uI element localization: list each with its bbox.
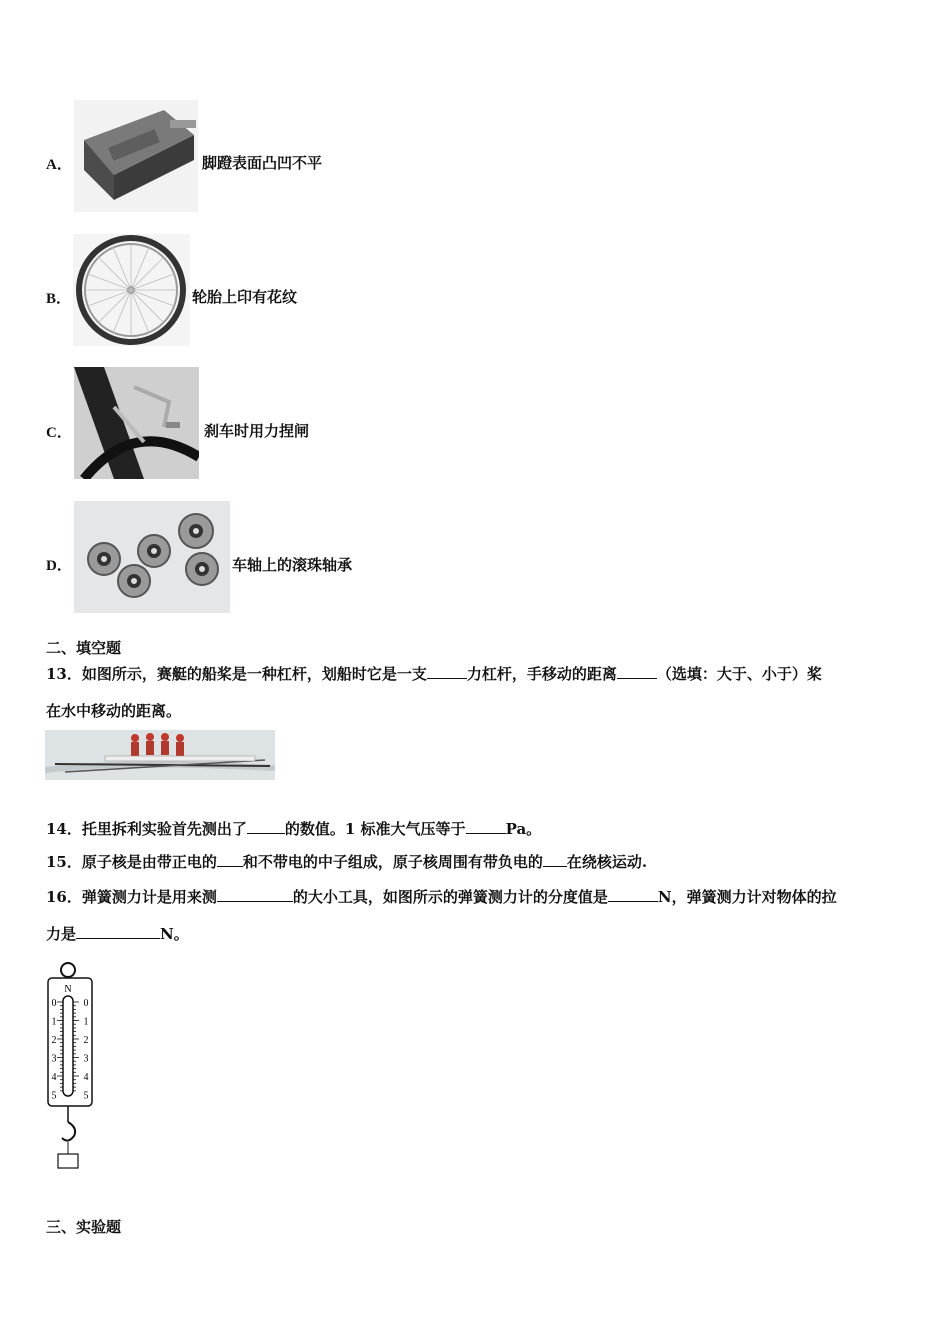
scale-label-right-5: 5 xyxy=(83,1090,89,1102)
scale-unit: N xyxy=(64,984,72,995)
q13-text-2: 力杠杆，手移动的距离 xyxy=(466,665,617,683)
scale-label-left-4: 4 xyxy=(51,1072,57,1083)
section-fill-in-title: 二、填空题 xyxy=(46,639,122,657)
scale-label-left-2: 2 xyxy=(51,1035,57,1046)
option-a-text: 脚蹬表面凸凹不平 xyxy=(202,154,323,172)
q14-text-2: 的数值。1 标准大气压等于 xyxy=(284,820,466,838)
question-16-line-2 xyxy=(46,923,189,944)
option-c-label: C． xyxy=(46,425,72,441)
bicycle-pedal-image xyxy=(74,100,198,212)
answer-blank[interactable] xyxy=(466,819,506,834)
q16-text-2: 的大小工具，如图所示的弹簧测力计的分度值是 xyxy=(292,888,608,906)
scale-ring xyxy=(61,963,75,977)
scale-label-left-0: 0 xyxy=(51,998,57,1009)
option-d-text: 车轴上的滚珠轴承 xyxy=(232,556,353,574)
question-14 xyxy=(46,818,541,839)
q15-text-3: 在绕核运动. xyxy=(566,853,648,871)
q15-text-2: 和不带电的中子组成，原子核周围有带负电的 xyxy=(242,853,543,871)
question-16-line-1 xyxy=(46,886,837,907)
scale-hook xyxy=(62,1122,75,1141)
bicycle-wheel-image xyxy=(73,234,190,346)
q15-text-1: 15．原子核是由带正电的 xyxy=(46,853,217,871)
answer-blank[interactable] xyxy=(247,819,285,834)
spring-scale-figure xyxy=(44,960,96,1180)
q13-text-1: 13．如图所示，赛艇的船桨是一种杠杆，划船时它是一支 xyxy=(46,665,427,683)
option-b-label: B． xyxy=(46,291,72,307)
answer-blank[interactable] xyxy=(217,852,243,867)
answer-blank[interactable] xyxy=(543,852,567,867)
scale-tube xyxy=(63,996,73,1096)
q14-text-3: Pa。 xyxy=(505,820,542,838)
scale-label-left-5: 5 xyxy=(51,1090,57,1102)
q16-text-1: 16．弹簧测力计是用来测 xyxy=(46,888,217,906)
scale-label-left-3: 3 xyxy=(51,1053,57,1065)
q16-text-5: N。 xyxy=(160,925,189,943)
rowing-boat-image xyxy=(45,730,275,780)
hanging-weight xyxy=(58,1154,78,1168)
option-b-text: 轮胎上印有花纹 xyxy=(192,288,298,306)
scale-tick-labels xyxy=(52,998,89,1102)
q16-text-4: 力是 xyxy=(46,925,77,943)
option-c-text: 刹车时用力捏闸 xyxy=(204,422,310,440)
scale-label-right-0: 0 xyxy=(83,998,89,1009)
ball-bearings-image xyxy=(74,501,230,613)
option-d-label: D． xyxy=(46,558,72,574)
section-experiment-title: 三、实验题 xyxy=(46,1218,122,1236)
answer-blank[interactable] xyxy=(427,664,467,679)
question-13-line-2: 在水中移动的距离。 xyxy=(46,702,182,720)
scale-label-right-3: 3 xyxy=(83,1053,89,1065)
answer-blank[interactable] xyxy=(617,664,657,679)
answer-blank[interactable] xyxy=(76,924,160,939)
q16-text-3: N，弹簧测力计对物体的拉 xyxy=(657,888,837,906)
question-13-line-1 xyxy=(46,663,822,684)
scale-label-left-1: 1 xyxy=(51,1016,57,1028)
question-15 xyxy=(46,851,647,872)
scale-label-right-4: 4 xyxy=(83,1072,89,1083)
option-a-label: A． xyxy=(46,157,72,173)
scale-tick-marks xyxy=(57,1002,79,1091)
scale-label-right-1: 1 xyxy=(83,1016,89,1028)
scale-label-right-2: 2 xyxy=(83,1035,89,1046)
answer-blank[interactable] xyxy=(217,887,293,902)
answer-blank[interactable] xyxy=(608,887,658,902)
q13-text-3: （选填：大于、小于）桨 xyxy=(656,665,822,683)
q14-text-1: 14．托里拆利实验首先测出了 xyxy=(46,820,247,838)
bicycle-brake-image xyxy=(74,367,199,479)
